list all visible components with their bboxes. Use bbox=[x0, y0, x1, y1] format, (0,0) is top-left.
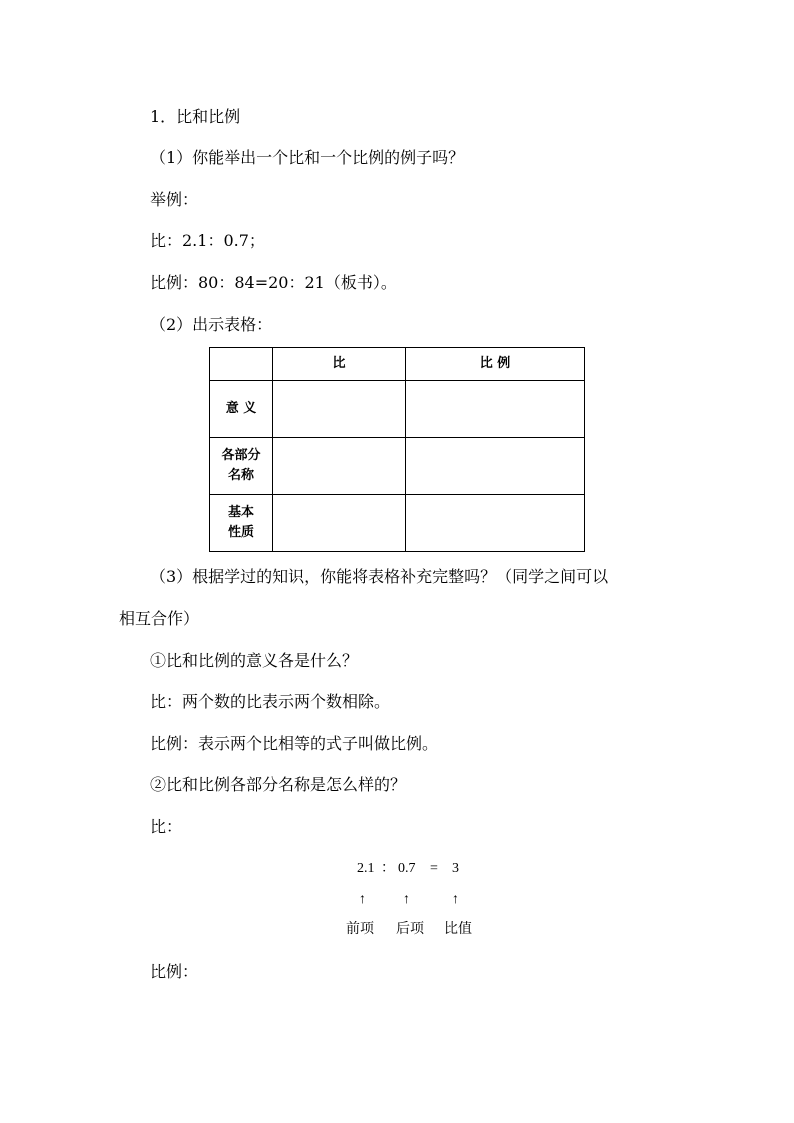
antecedent-name: 前项 bbox=[346, 922, 374, 937]
sub-question-1: ①比和比例的意义各是什么？ bbox=[150, 651, 359, 670]
ratio-value: 3 bbox=[452, 861, 459, 876]
ratio-colon: ： bbox=[381, 861, 395, 876]
example-label: 举例： bbox=[150, 190, 199, 209]
row-label-text: 基本 bbox=[227, 505, 254, 520]
table-cell bbox=[273, 381, 406, 438]
ratio-value-name: 比值 bbox=[444, 922, 472, 937]
comparison-table bbox=[209, 347, 585, 552]
table-header-corner bbox=[210, 348, 273, 381]
sub-question-2: ②比和比例各部分名称是怎么样的？ bbox=[150, 775, 407, 794]
row-label-basic-property bbox=[210, 495, 273, 552]
table-cell bbox=[406, 438, 585, 495]
question-1: （1）你能举出一个比和一个比例的例子吗？ bbox=[150, 148, 465, 167]
row-label-meaning bbox=[210, 381, 273, 438]
row-label-part-names bbox=[210, 438, 273, 495]
proportion-example: 比例：80：84=20：21（板书）。 bbox=[150, 273, 397, 292]
section-heading: 1．比和比例 bbox=[150, 107, 241, 126]
proportion-label: 比例： bbox=[150, 962, 199, 981]
ratio-label: 比： bbox=[150, 817, 183, 836]
row-label-text: 意 义 bbox=[225, 401, 257, 416]
table-cell bbox=[406, 381, 585, 438]
table-row bbox=[210, 495, 585, 552]
antecedent-value: 2.1 bbox=[357, 861, 375, 876]
table-header-ratio: 比 bbox=[273, 348, 406, 381]
question-3-line-2: 相互合作） bbox=[119, 609, 200, 628]
equals-sign: = bbox=[430, 861, 438, 876]
ratio-meaning: 比：两个数的比表示两个数相除。 bbox=[150, 692, 391, 711]
up-arrow-icon: ↑ bbox=[359, 892, 366, 907]
table-header-row bbox=[210, 348, 585, 381]
table-cell bbox=[273, 495, 406, 552]
ratio-example: 比：2.1：0.7； bbox=[150, 231, 265, 250]
consequent-name: 后项 bbox=[396, 922, 424, 937]
table-header-proportion: 比 例 bbox=[406, 348, 585, 381]
up-arrow-icon: ↑ bbox=[452, 892, 459, 907]
table-cell bbox=[406, 495, 585, 552]
question-3-line-1: （3）根据学过的知识，你能将表格补充完整吗？（同学之间可以 bbox=[150, 567, 609, 586]
proportion-meaning: 比例：表示两个比相等的式子叫做比例。 bbox=[150, 734, 439, 753]
question-2: （2）出示表格： bbox=[150, 315, 273, 334]
table-row bbox=[210, 381, 585, 438]
consequent-value: 0.7 bbox=[398, 861, 416, 876]
row-label-text: 名称 bbox=[227, 468, 254, 483]
table-row bbox=[210, 438, 585, 495]
table-cell bbox=[273, 438, 406, 495]
row-label-text: 性质 bbox=[227, 525, 254, 540]
row-label-text: 各部分 bbox=[221, 448, 261, 463]
up-arrow-icon: ↑ bbox=[403, 892, 410, 907]
